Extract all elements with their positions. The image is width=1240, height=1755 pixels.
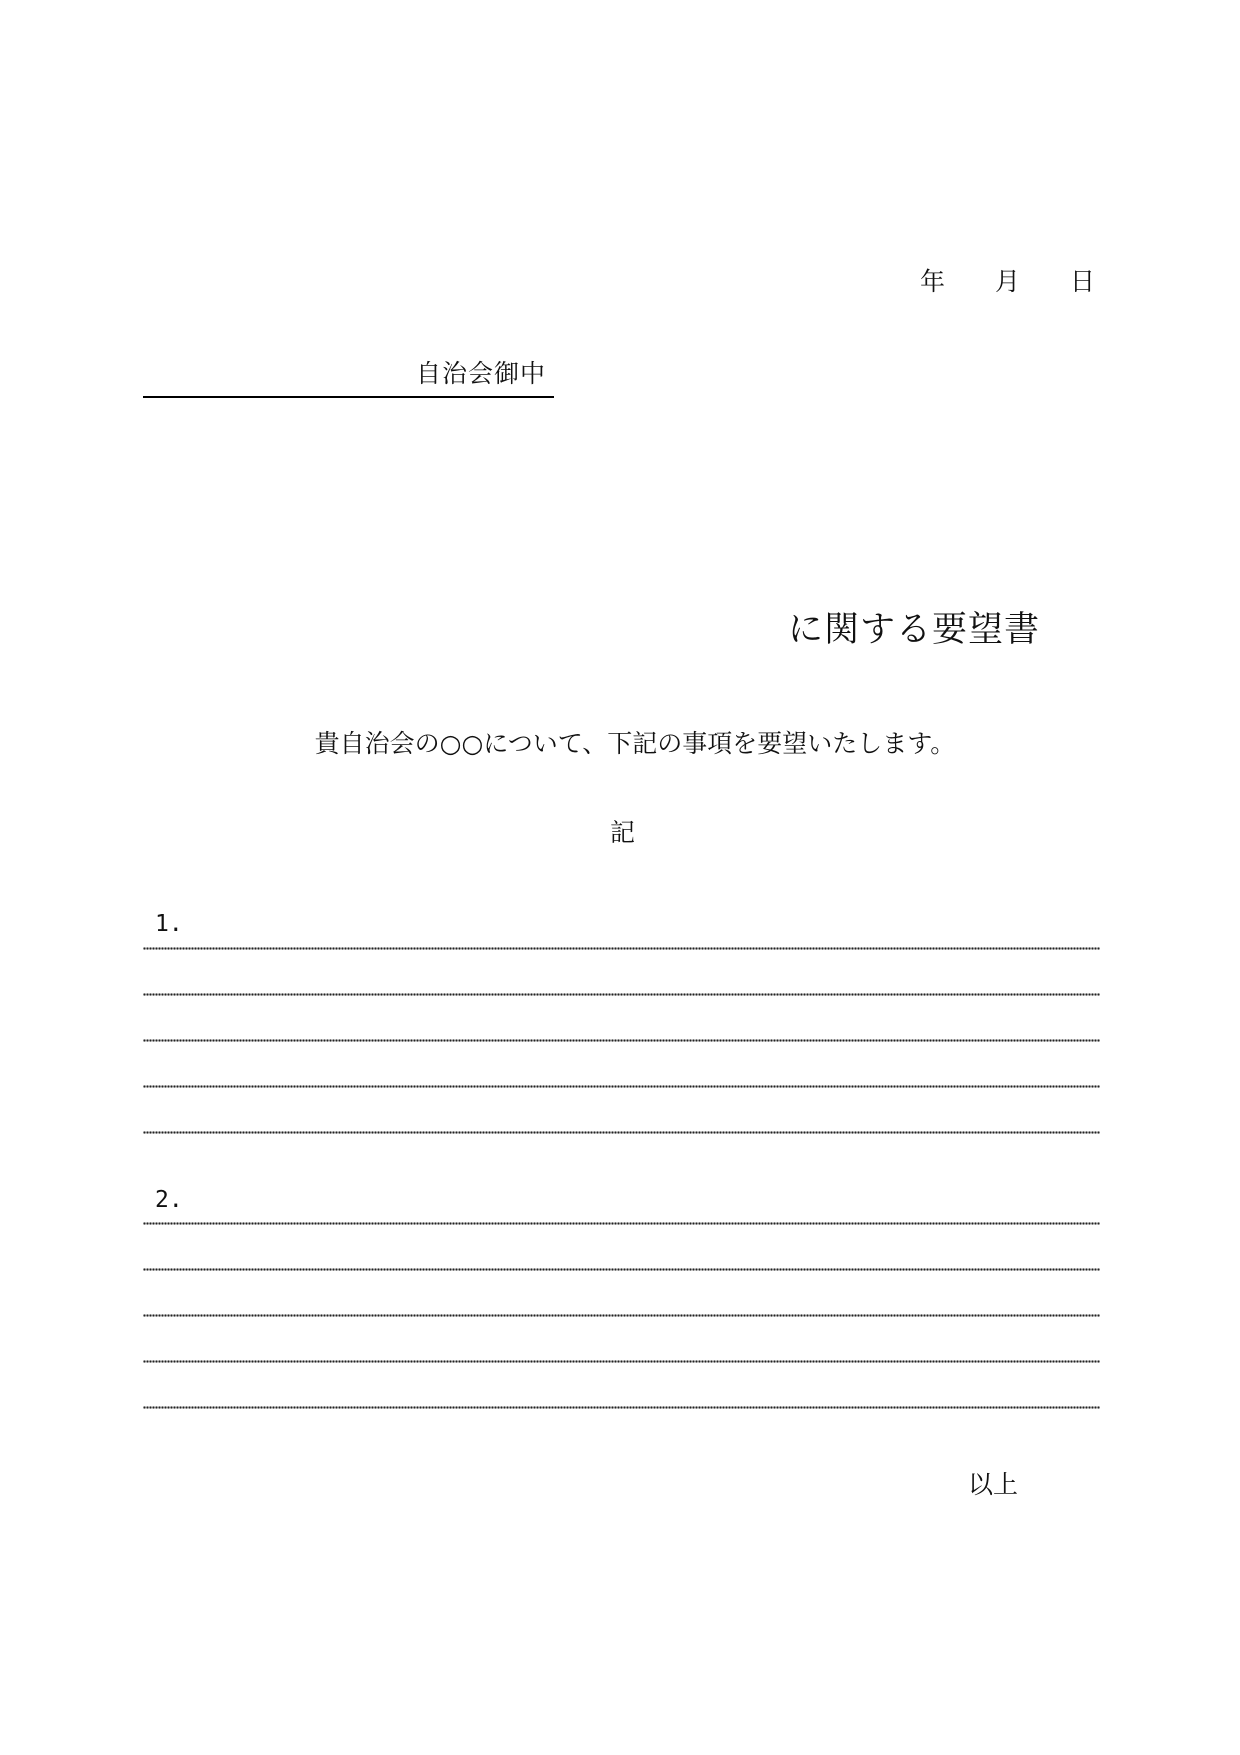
item-1-line-5[interactable] [143, 1130, 1100, 1135]
item-1-line-2[interactable] [143, 992, 1100, 997]
item-2-line-5[interactable] [143, 1405, 1100, 1410]
document-title: に関する要望書 [787, 610, 1040, 650]
item-1-line-4[interactable] [143, 1084, 1100, 1089]
date-year-label: 年 [919, 267, 945, 296]
closing-text: 以上 [968, 1470, 1019, 1499]
item-1-line-3[interactable] [143, 1038, 1100, 1043]
item-2-line-3[interactable] [143, 1313, 1100, 1318]
intro-text: 貴自治会の○○について、下記の事項を要望いたします。 [314, 729, 956, 758]
item-2-label: 2. [155, 1187, 183, 1213]
date-line [870, 262, 1095, 298]
item-2-line-4[interactable] [143, 1359, 1100, 1364]
ki-heading: 記 [609, 818, 635, 847]
date-month-label: 月 [994, 267, 1020, 296]
item-2-line-2[interactable] [143, 1267, 1100, 1272]
item-2-line-1[interactable] [143, 1221, 1100, 1226]
item-1-label: 1. [155, 911, 183, 937]
item-1-line-1[interactable] [143, 946, 1100, 951]
recipient-field[interactable] [143, 352, 554, 398]
date-day-label: 日 [1069, 267, 1095, 296]
recipient-suffix: 自治会御中 [415, 359, 546, 388]
